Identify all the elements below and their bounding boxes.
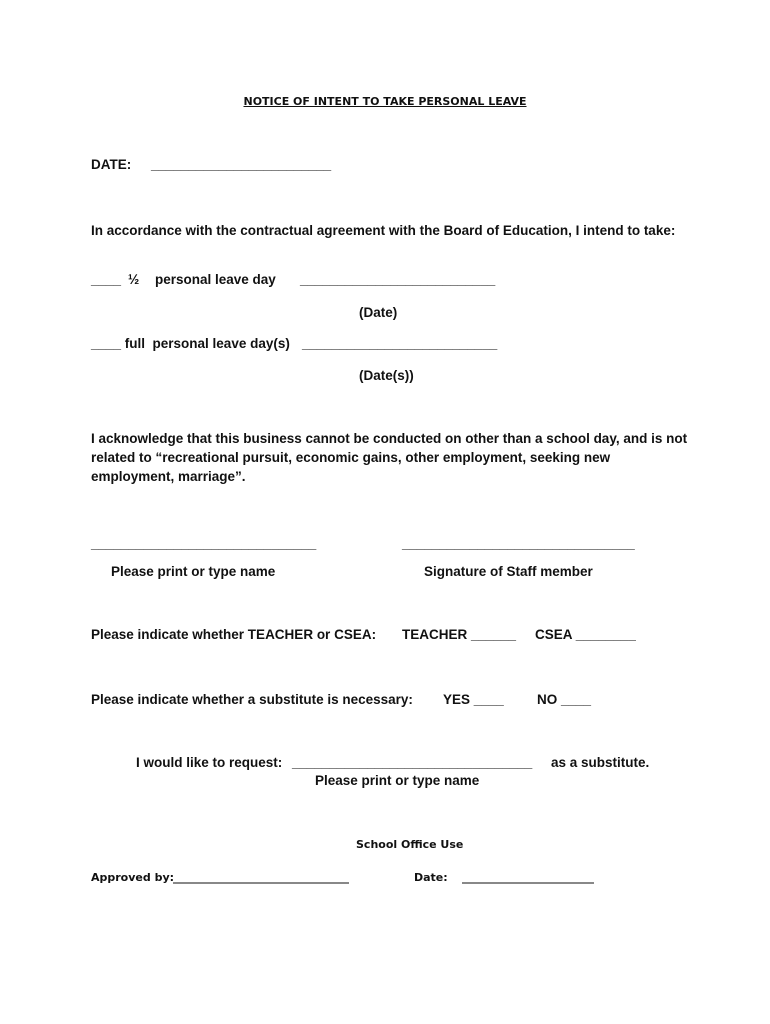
document-title: NOTICE OF INTENT TO TAKE PERSONAL LEAVE xyxy=(243,95,527,108)
half-fraction: ½ xyxy=(128,272,140,287)
half-day-label: personal leave day xyxy=(155,272,276,287)
substitute-name-field[interactable]: ________________________________ xyxy=(292,755,533,770)
request-caption: Please print or type name xyxy=(315,773,480,788)
half-day-checkbox-blank[interactable]: ____ xyxy=(91,272,122,287)
full-day-line[interactable]: ____ full personal leave day(s) xyxy=(91,336,290,351)
signature-caption: Signature of Staff member xyxy=(424,564,593,579)
office-date-field[interactable]: ________________________ xyxy=(462,871,594,884)
substitute-yes-option[interactable]: YES ____ xyxy=(443,692,504,707)
date-label: DATE: xyxy=(91,157,132,172)
half-day-date-field[interactable]: __________________________ xyxy=(300,272,496,287)
name-signature-line[interactable]: ______________________________ xyxy=(91,536,317,551)
office-use-heading: School Office Use xyxy=(356,838,464,851)
substitute-no-option[interactable]: NO ____ xyxy=(537,692,592,707)
full-day-date-caption: (Date(s)) xyxy=(359,368,414,383)
name-caption: Please print or type name xyxy=(111,564,276,579)
employee-type-question: Please indicate whether TEACHER or CSEA: xyxy=(91,627,377,642)
teacher-option[interactable]: TEACHER ______ xyxy=(402,627,517,642)
request-suffix: as a substitute. xyxy=(551,755,650,770)
acknowledgement-paragraph: I acknowledge that this business cannot be conducted on other than a school day, and is not related to “recreational pursuit, economic gains, other employment, seeking new employment, marriage”. xyxy=(91,431,688,484)
csea-option[interactable]: CSEA ________ xyxy=(535,627,636,642)
full-day-date-field[interactable]: __________________________ xyxy=(302,336,498,351)
request-label: I would like to request: xyxy=(136,755,283,770)
approved-by-field[interactable]: ________________________________ xyxy=(173,871,349,884)
date-field[interactable]: ________________________ xyxy=(151,157,332,172)
substitute-question: Please indicate whether a substitute is necessary: xyxy=(91,692,413,707)
half-day-date-caption: (Date) xyxy=(359,305,398,320)
approved-by-label: Approved by: xyxy=(91,871,175,884)
intro-paragraph: In accordance with the contractual agreement with the Board of Education, I intend to take: xyxy=(91,223,676,238)
office-date-label: Date: xyxy=(414,871,448,884)
staff-signature-line[interactable]: _______________________________ xyxy=(402,536,635,551)
